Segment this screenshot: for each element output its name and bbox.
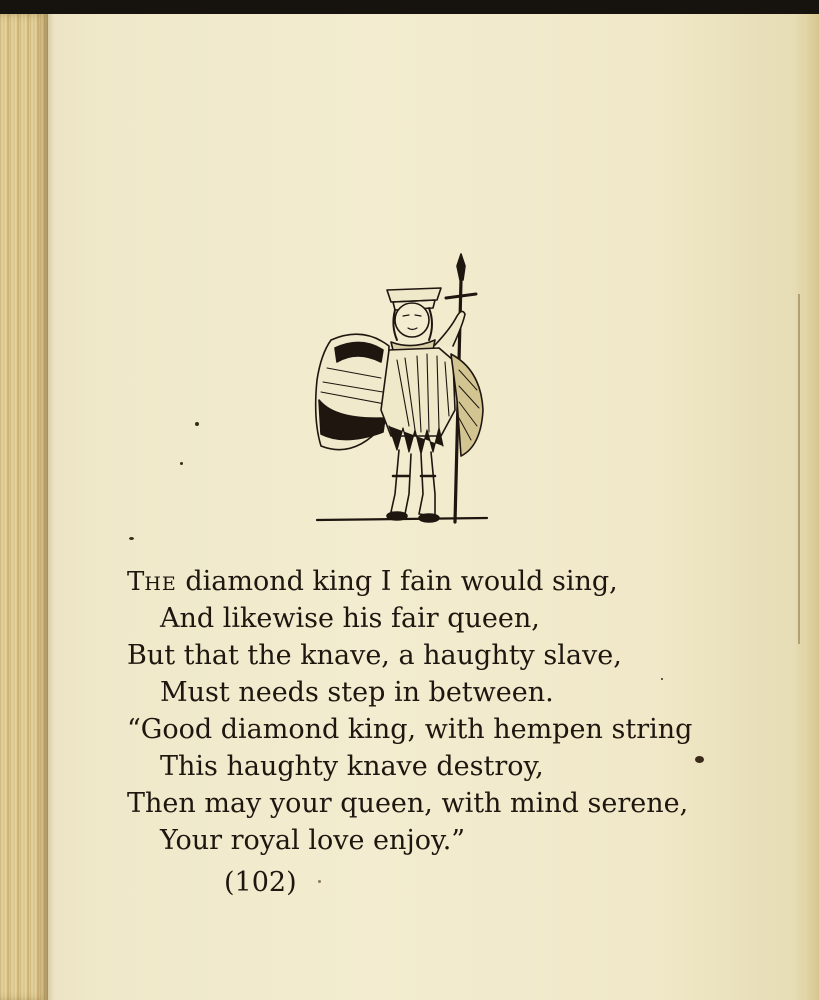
verse-line-1-rest: diamond king I fain would sing, [176,566,618,597]
verse-line-4: Must needs step in between. [160,677,554,708]
verse-line-2: And likewise his fair queen, [160,603,540,634]
gutter-shadow [44,14,54,1000]
top-shadow-band [0,0,819,14]
verse-line-6: This haughty knave destroy, [160,751,544,782]
ink-speck [129,537,134,540]
verse-text [127,563,692,859]
verse-line-3: But that the knave, a haughty slave, [127,640,622,671]
ink-speck [318,880,321,883]
page-edge-line [798,294,800,644]
verse-line-1 [127,563,692,600]
page-stack-edge-left [0,14,48,1000]
ink-speck [195,422,199,426]
ink-speck [695,756,704,763]
verse-line-8: Your royal love enjoy.” [160,825,466,856]
knave-illustration [305,250,495,535]
smallcaps-initial: T [127,567,145,597]
smallcaps-rest: HE [144,573,177,595]
ink-speck [180,462,183,465]
verse-line-5: “Good diamond king, with hempen string [127,714,693,745]
verse-line-7: Then may your queen, with mind serene, [127,788,689,819]
book-page [0,14,819,1000]
page-number: (102) [224,867,297,898]
